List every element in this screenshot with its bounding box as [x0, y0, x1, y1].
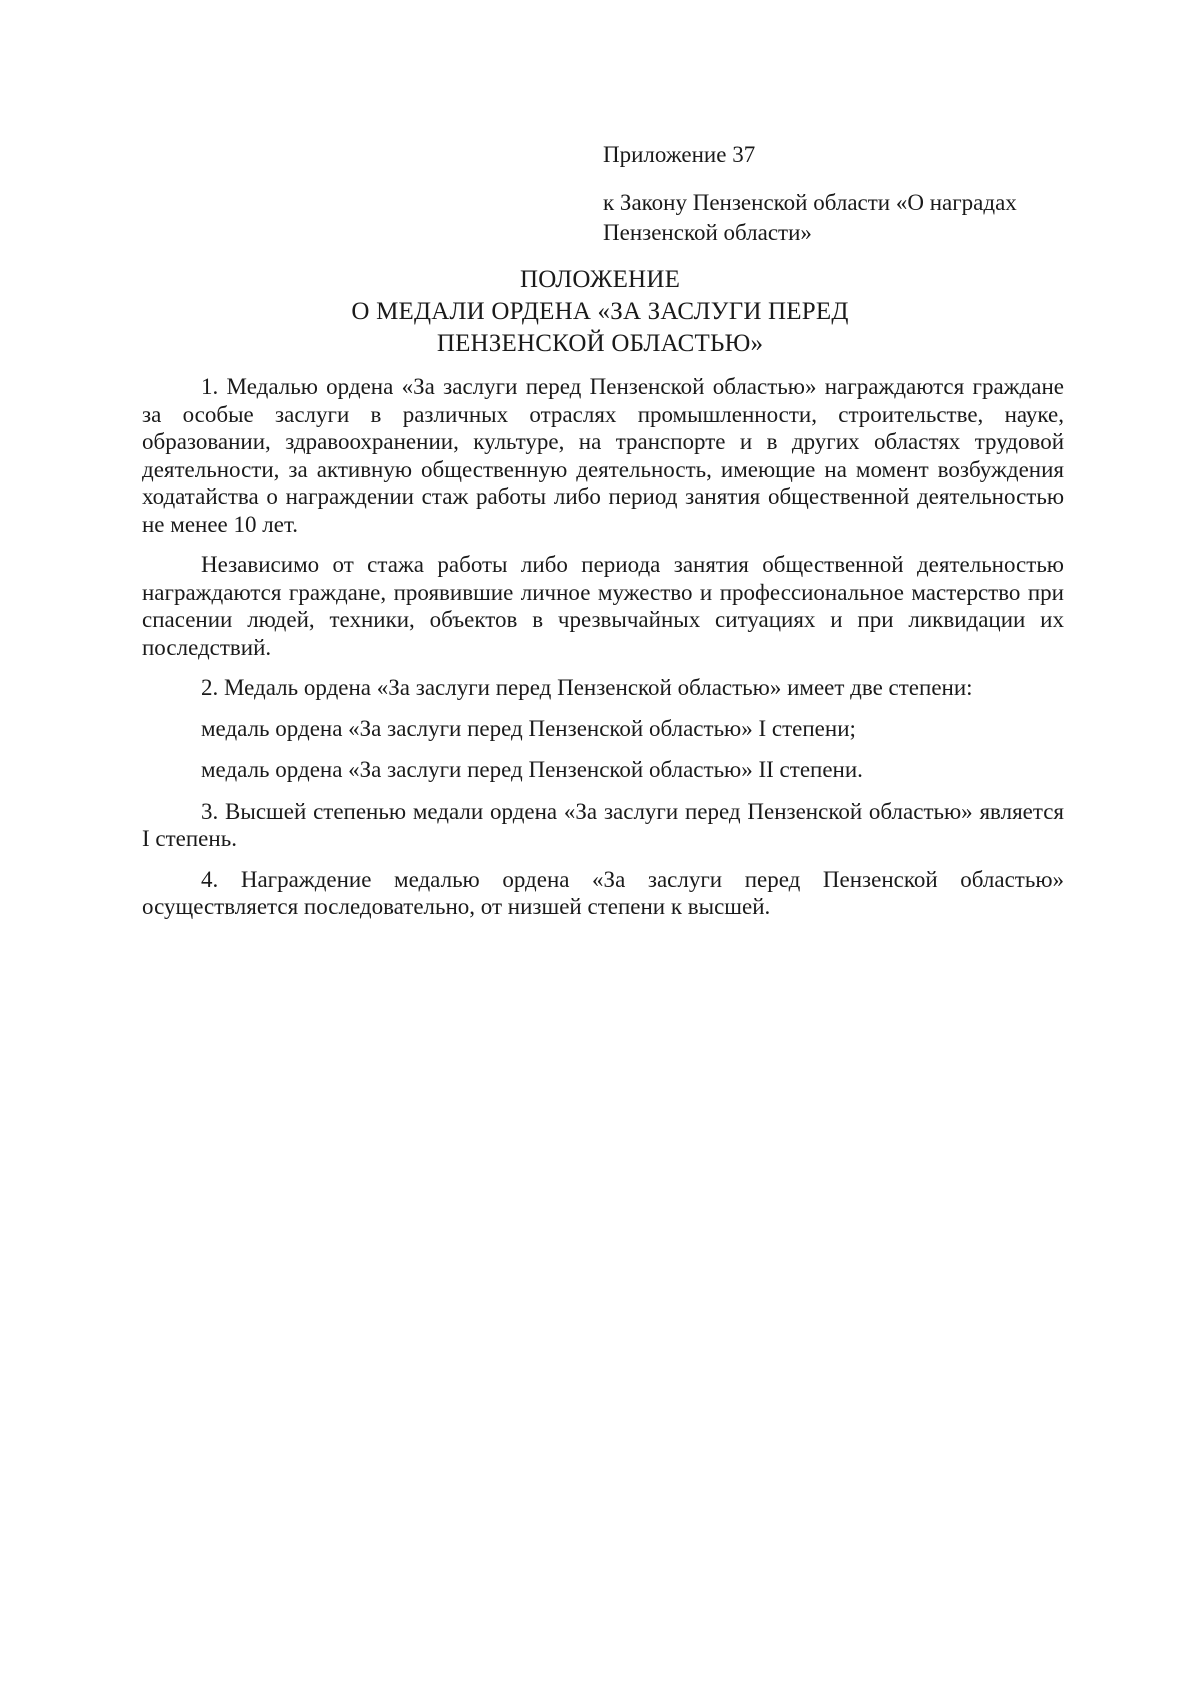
document-title	[140, 264, 1060, 360]
paragraph-4: 3. Высшей степенью медали ордена «За заслуги перед Пензенской областью» является I степень.	[142, 798, 1064, 851]
paragraph-3: 2. Медаль ордена «За заслуги перед Пензенской областью» имеет две степени:	[201, 675, 973, 700]
appendix-header	[603, 140, 1073, 248]
degree-item-2: медаль ордена «За заслуги перед Пензенской областью» II степени.	[201, 757, 863, 782]
title-line-1: ПОЛОЖЕНИЕ	[519, 266, 681, 293]
document-body	[142, 373, 1064, 934]
title-line-2: О МЕДАЛИ ОРДЕНА «ЗА ЗАСЛУГИ ПЕРЕД	[351, 298, 849, 325]
paragraph-2: Независимо от стажа работы либо периода занятия общественной деятельностью награждаются граждане, проявившие личное мужество и профессиональное мастерство при спасении людей, техники, объектов в чрезвычайных ситуациях и при ликвидации их последствий.	[142, 552, 1064, 660]
paragraph-5: 4. Награждение медалью ордена «За заслуги перед Пензенской областью» осуществляется последовательно, от низшей степени к высшей.	[142, 866, 1064, 919]
paragraph-1: 1. Медалью ордена «За заслуги перед Пензенской областью» награждаются граждане за особые заслуги в различных отраслях промышленности, строительстве, науке, образовании, здравоохранении, культуре, на транспорте и в других областях трудовой деятельности, за активную общественную деятельность, имеющие на момент возбуждения ходатайства о награждении стаж работы либо период занятия общественной деятельностью не менее 10 лет.	[142, 374, 1064, 537]
appendix-law-reference: к Закону Пензенской области «О наградах Пензенской области»	[603, 190, 1017, 245]
title-line-3: ПЕНЗЕНСКОЙ ОБЛАСТЬЮ»	[436, 330, 764, 357]
degree-item-1: медаль ордена «За заслуги перед Пензенской областью» I степени;	[201, 715, 856, 741]
appendix-number: Приложение 37	[603, 142, 756, 167]
